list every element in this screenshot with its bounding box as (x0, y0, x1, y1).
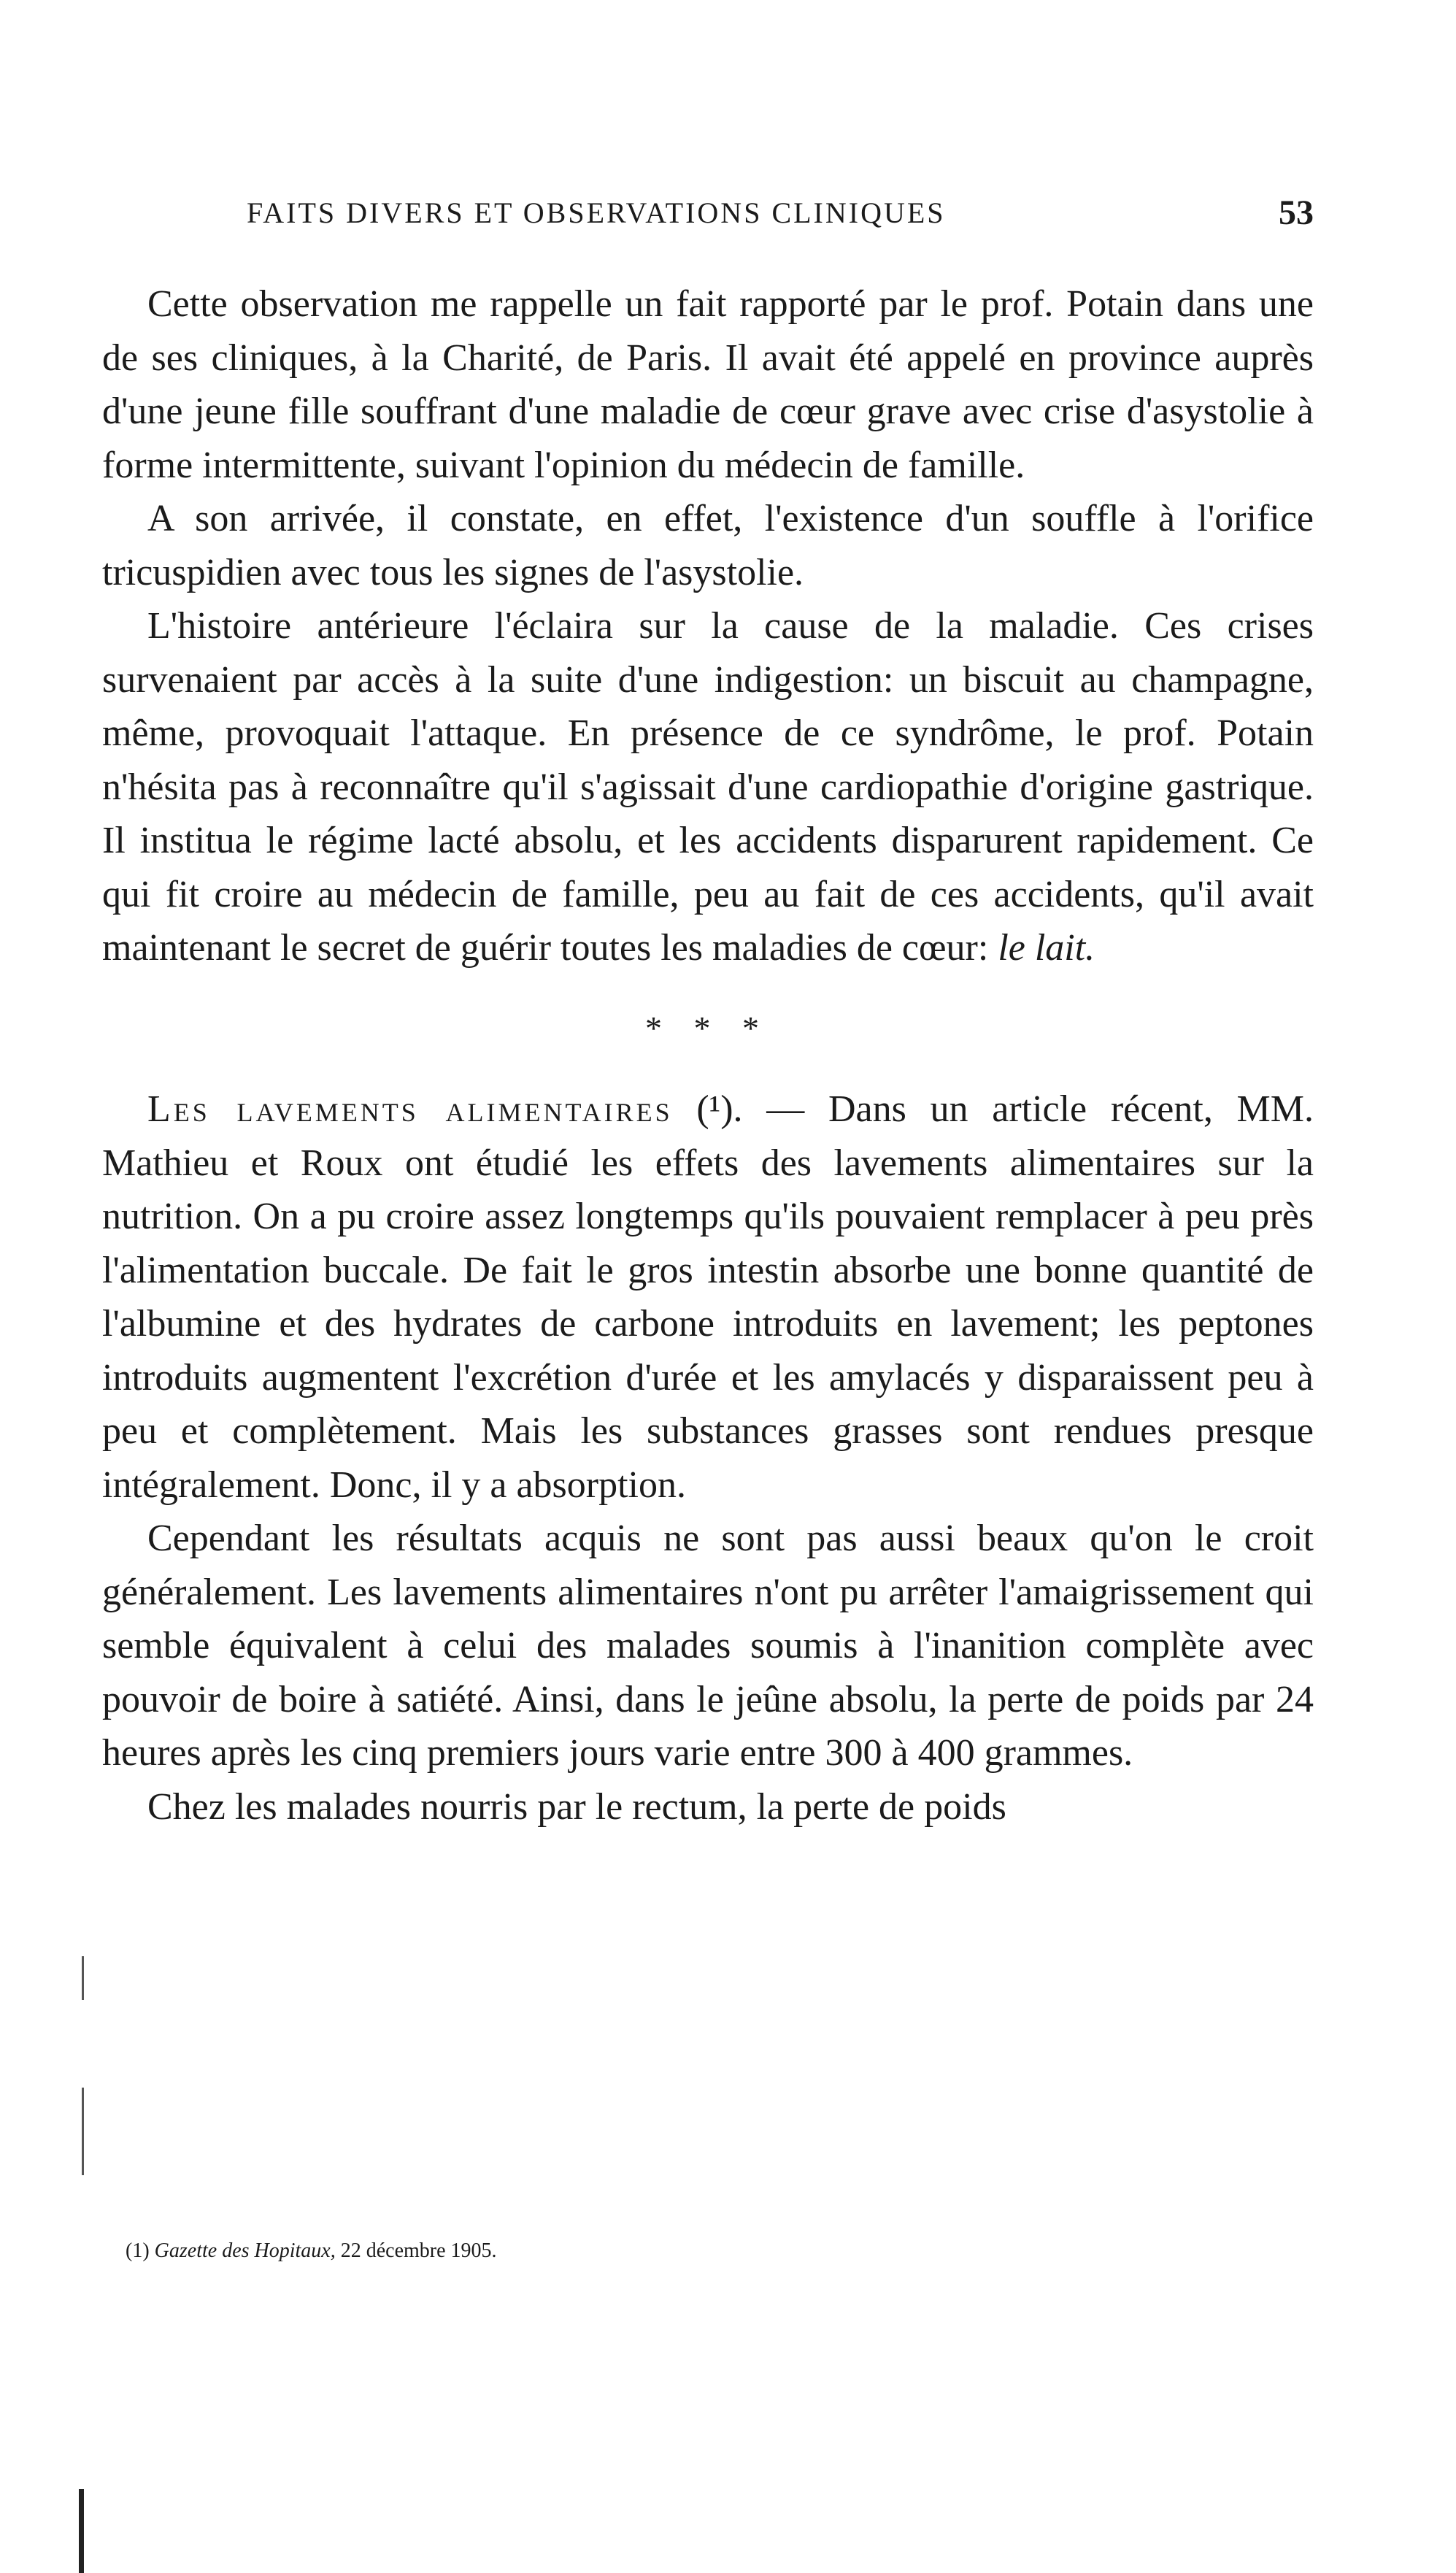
paragraph-potain-observation: Cette observation me rappelle un fait rapporté par le prof. Potain dans une de ses cliniques, à la Charité, de Paris. Il avait été appelé en province auprès d'une jeune fille souffrant d'une maladie de cœur grave avec crise d'asystolie à forme intermittente, suivant l'opinion du médecin de famille. (102, 283, 1314, 486)
running-title: FAITS DIVERS ET OBSERVATIONS CLINIQUES (247, 196, 946, 229)
page-header (247, 193, 1314, 239)
footnote-marker: (1) (126, 2239, 150, 2262)
paragraph-history-italic: le lait. (998, 927, 1095, 969)
paragraph-arrival: A son arrivée, il constate, en effet, l'existence d'un souffle à l'orifice tricuspidien avec tous les signes de l'asystolie. (102, 498, 1314, 593)
footnote (126, 2237, 1147, 2266)
footnote-reference: (¹). (696, 1088, 743, 1130)
section-heading: Les lavements alimentaires (147, 1088, 673, 1130)
paragraph-lavements-text: — Dans un article récent, MM. Mathieu et Roux ont étudié les effets des lavements alimentaires sur la nutrition. On a pu croire assez longtemps qu'ils pouvaient remplacer à peu près l'alimentation buccale. De fait le gros intestin absorbe une bonne quantité de l'albumine et des hydrates de carbone introduits en lavement; les peptones introduits augmentent l'excrétion d'urée et les amylacés y disparaissent peu à peu et complètement. Mais les substances grasses sont rendues presque intégralement. Donc, il y a absorption. (102, 1088, 1314, 1506)
footnote-source: Gazette des Hopitaux, (154, 2239, 336, 2262)
margin-tick-mark (82, 1956, 84, 2000)
footnote-date: 22 décembre 1905. (340, 2239, 497, 2262)
page-number: 53 (1279, 193, 1314, 232)
margin-binding-rule (79, 2489, 84, 2573)
paragraph-results: Cependant les résultats acquis ne sont pas aussi beaux qu'on le croit généralement. Les lavements alimentaires n'ont pu arrêter l'amaigrissement qui semble équivalent à celui des malades soumis à l'inanition complète avec pouvoir de boire à satiété. Ainsi, dans le jeûne absolu, la perte de poids par 24 heures après les cinq premiers jours varie entre 300 à 400 grammes. (102, 1518, 1314, 1774)
paragraph-rectum: Chez les malades nourris par le rectum, la perte de poids (147, 1785, 1006, 1828)
body-text (102, 277, 1314, 1834)
paragraph-history (102, 599, 1314, 975)
section-asterism: * * * (645, 1009, 771, 1047)
paragraph-lavements-intro (102, 1082, 1314, 1512)
margin-tick-mark (82, 2088, 84, 2175)
paragraph-history-text: L'histoire antérieure l'éclaira sur la cause de la maladie. Ces crises survenaient par accès à la suite d'une indigestion: un biscuit au champagne, même, provoquait l'attaque. En présence de ce syndrôme, le prof. Potain n'hésita pas à reconnaître qu'il s'agissait d'une cardiopathie d'origine gastrique. Il institua le régime lacté absolu, et les accidents disparurent rapidement. Ce qui fit croire au médecin de famille, peu au fait de ces accidents, qu'il avait maintenant le secret de guérir toutes les maladies de cœur: (102, 605, 1314, 969)
